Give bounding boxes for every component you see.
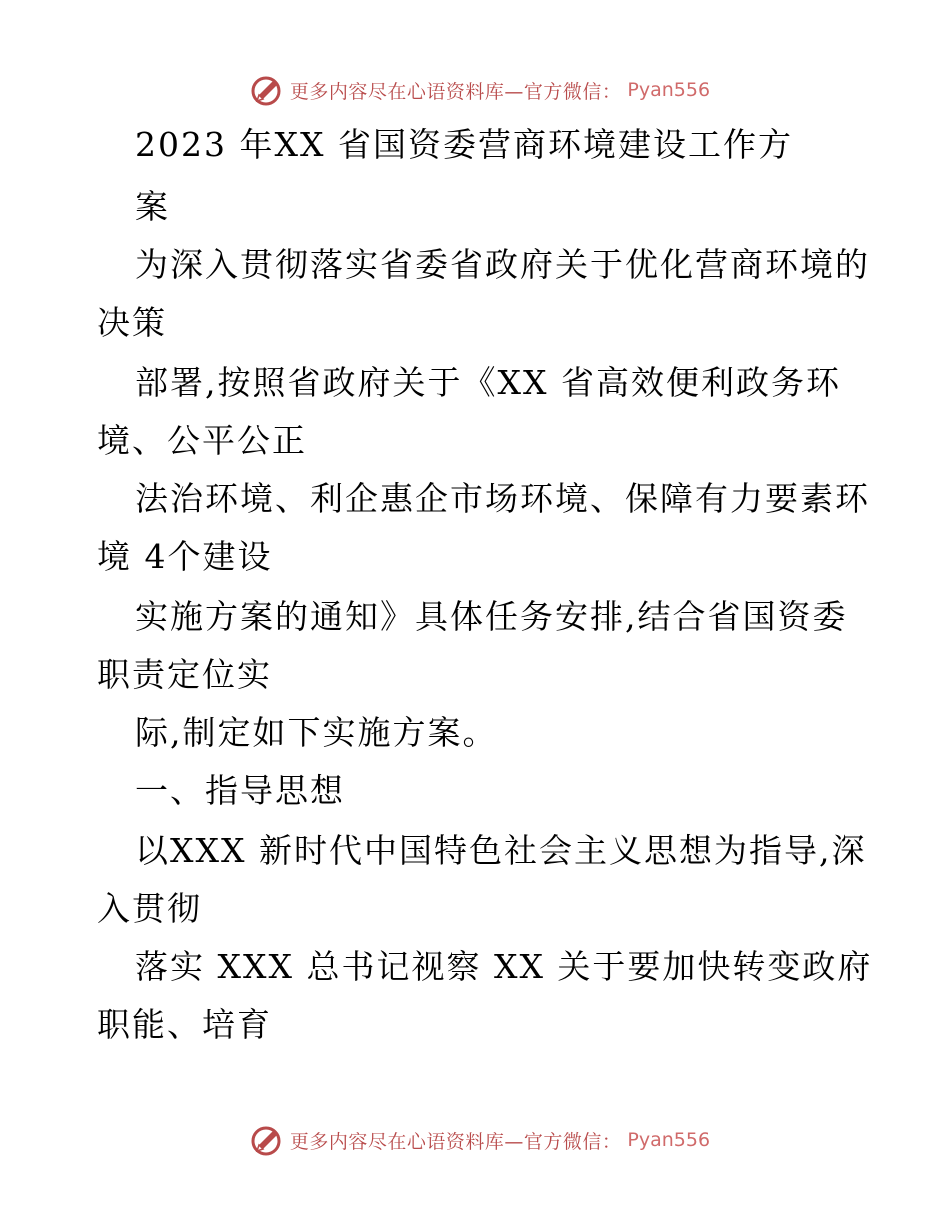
document-text-line: 以XXX 新时代中国特色社会主义思想为指导,深 <box>135 831 867 870</box>
document-text-line: 境、公平公正 <box>97 421 307 460</box>
footer-banner <box>0 1120 950 1160</box>
document-title-line: 2023 年XX 省国资委营商环境建设工作方 <box>135 125 793 164</box>
document-text-line: 部署,按照省政府关于《XX 省高效便利政务环 <box>135 363 841 402</box>
document-text-line: 实施方案的通知》具体任务安排,结合省国资委 <box>135 597 848 636</box>
document-text-line: 际,制定如下实施方案。 <box>135 713 498 752</box>
document-text-line: 为深入贯彻落实省委省政府关于优化营商环境的 <box>135 245 870 284</box>
header-banner-inner <box>250 73 710 107</box>
document-text-line: 入贯彻 <box>97 889 202 928</box>
pen-circle-logo-icon <box>250 73 284 107</box>
document-text-line: 决策 <box>97 303 167 342</box>
pen-circle-logo-icon <box>250 1123 284 1157</box>
document-text-line: 落实 XXX 总书记视察 XX 关于要加快转变政府 <box>135 947 873 986</box>
footer-banner-inner <box>250 1123 710 1157</box>
header-banner-wechat-id: Pyan556 <box>627 79 711 101</box>
footer-banner-text: 更多内容尽在心语资料库—官方微信： <box>289 1130 622 1153</box>
document-title-line: 案 <box>135 187 170 226</box>
document-text-line: 职责定位实 <box>97 655 272 694</box>
footer-banner-wechat-id: Pyan556 <box>627 1129 711 1151</box>
header-banner-text: 更多内容尽在心语资料库—官方微信： <box>289 80 622 103</box>
document-text-line: 职能、培育 <box>97 1005 272 1044</box>
document-text-line: 法治环境、利企惠企市场环境、保障有力要素环 <box>135 479 870 518</box>
section-heading: 一、指导思想 <box>135 771 345 810</box>
document-text-line: 境 4个建设 <box>97 537 273 576</box>
header-banner <box>0 70 950 110</box>
